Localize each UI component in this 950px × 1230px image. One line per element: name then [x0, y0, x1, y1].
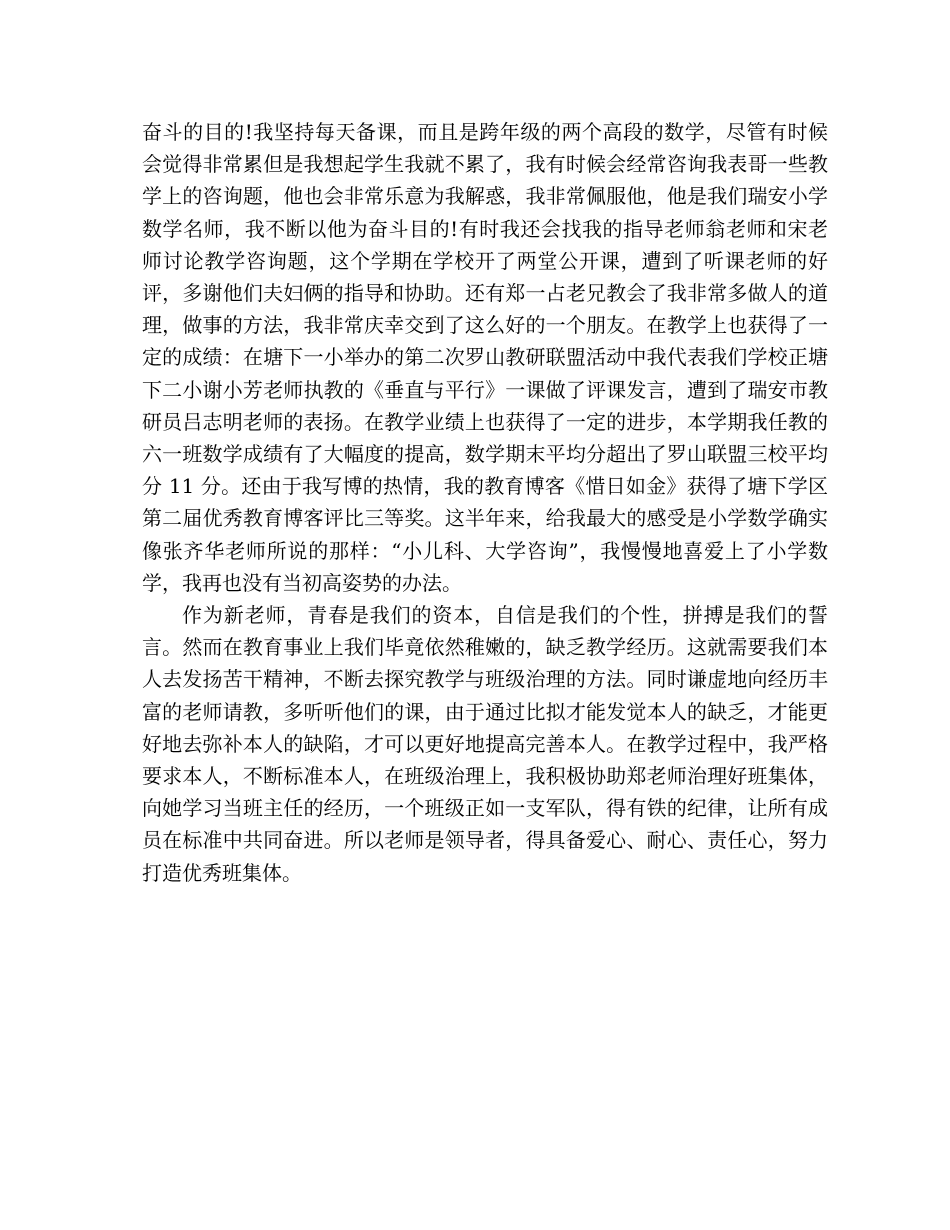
paragraph-1: 奋斗的目的!我坚持每天备课，而且是跨年级的两个高段的数学，尽管有时候会觉得非常累但是我想起学生我就不累了，我有时候会经常咨询我表哥一些教学上的咨询题，他也会非常乐意为我解惑，我非常佩服他，他是我们瑞安小学数学名师，我不断以他为奋斗目的!有时我还会找我的指导老师翁老师和宋老师讨论教学咨询题，这个学期在学校开了两堂公开课，遭到了听课老师的好评，多谢他们夫妇俩的指导和协助。还有郑一占老兄教会了我非常多做人的道理，做事的方法，我非常庆幸交到了这么好的一个朋友。在教学上也获得了一定的成绩：在塘下一小举办的第二次罗山教研联盟活动中我代表我们学校正塘下二小谢小芳老师执教的《垂直与平行》一课做了评课发言，遭到了瑞安市教研员吕志明老师的表扬。在教学业绩上也获得了一定的进步，本学期我任教的六一班数学成绩有了大幅度的提高，数学期末平均分超出了罗山联盟三校平均分 11 分。还由于我写博的热情，我的教育博客《惜日如金》获得了塘下学区第二届优秀教育博客评比三等奖。这半年来，给我最大的感受是小学数学确实像张齐华老师所说的那样：“小儿科、大学咨询”，我慢慢地喜爱上了小学数学，我再也没有当初高姿势的办法。 — [142, 120, 828, 595]
document-body — [142, 116, 828, 889]
paragraph-2: 作为新老师，青春是我们的资本，自信是我们的个性，拼搏是我们的誓言。然而在教育事业上我们毕竟依然稚嫩的，缺乏教学经历。这就需要我们本人去发扬苦干精神，不断去探究教学与班级治理的方法。同时谦虚地向经历丰富的老师请教，多听听他们的课，由于通过比拟才能发觉本人的缺乏，才能更好地去弥补本人的缺陷，才可以更好地提高完善本人。在教学过程中，我严格要求本人，不断标准本人，在班级治理上，我积极协助郑老师治理好班集体，向她学习当班主任的经历，一个班级正如一支军队，得有铁的纪律，让所有成员在标准中共同奋进。所以老师是领导者，得具备爱心、耐心、责任心，努力打造优秀班集体。 — [142, 603, 828, 885]
